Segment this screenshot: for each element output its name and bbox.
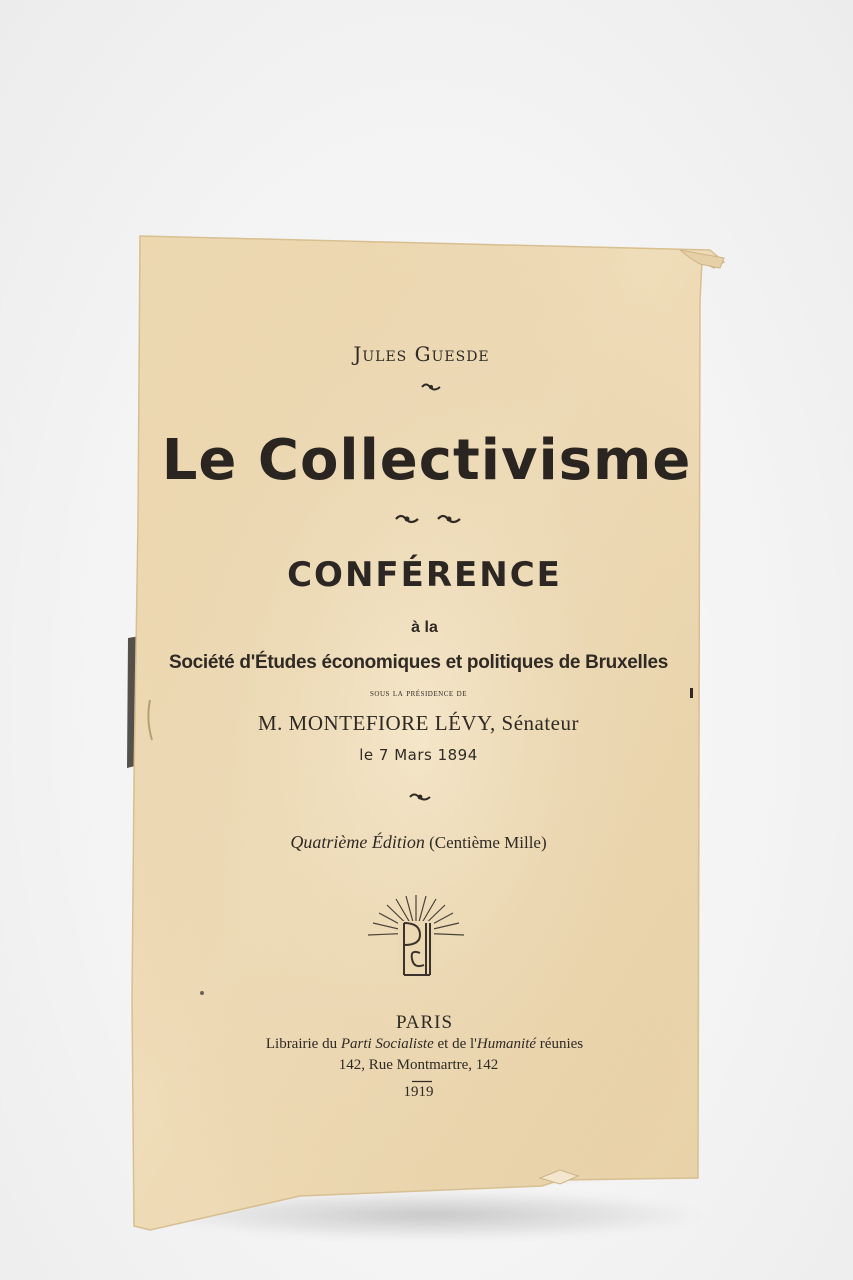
book-title: Le Collectivisme xyxy=(161,428,692,493)
publisher-suffix: réunies xyxy=(536,1036,584,1052)
a-la-text: à la xyxy=(411,619,438,636)
society-name: Société d'Études économiques et politiques de Bruxelles xyxy=(168,652,669,673)
publisher-line xyxy=(0,1036,851,1053)
publisher-address: 142, Rue Montmartre, 142 xyxy=(338,1057,499,1073)
author-name: Jules Guesde xyxy=(353,342,490,366)
publisher-party: Parti Socialiste xyxy=(340,1036,434,1052)
edition-line xyxy=(0,832,845,853)
presidence-label: sous la présidence de xyxy=(370,688,467,699)
fleuron-icon xyxy=(420,380,442,394)
publication-year: 1919 xyxy=(403,1084,434,1100)
publisher-humanite: Humanité xyxy=(476,1036,537,1052)
double-fleuron-icon xyxy=(394,511,464,527)
edition-number: Quatrième Édition xyxy=(290,832,425,852)
divider-line xyxy=(412,1080,432,1083)
sunburst-monogram-logo xyxy=(364,893,468,979)
publisher-mid: et de l' xyxy=(433,1036,477,1052)
publisher-prefix: Librairie du xyxy=(265,1036,341,1052)
conference-heading: CONFÉRENCE xyxy=(287,555,562,595)
president-name: M. MONTEFIORE LÉVY, Sénateur xyxy=(257,711,579,735)
edition-note: (Centième Mille) xyxy=(429,833,547,852)
publication-city: PARIS xyxy=(395,1012,454,1033)
fleuron-icon xyxy=(408,790,432,804)
conference-date: le 7 Mars 1894 xyxy=(359,746,478,764)
